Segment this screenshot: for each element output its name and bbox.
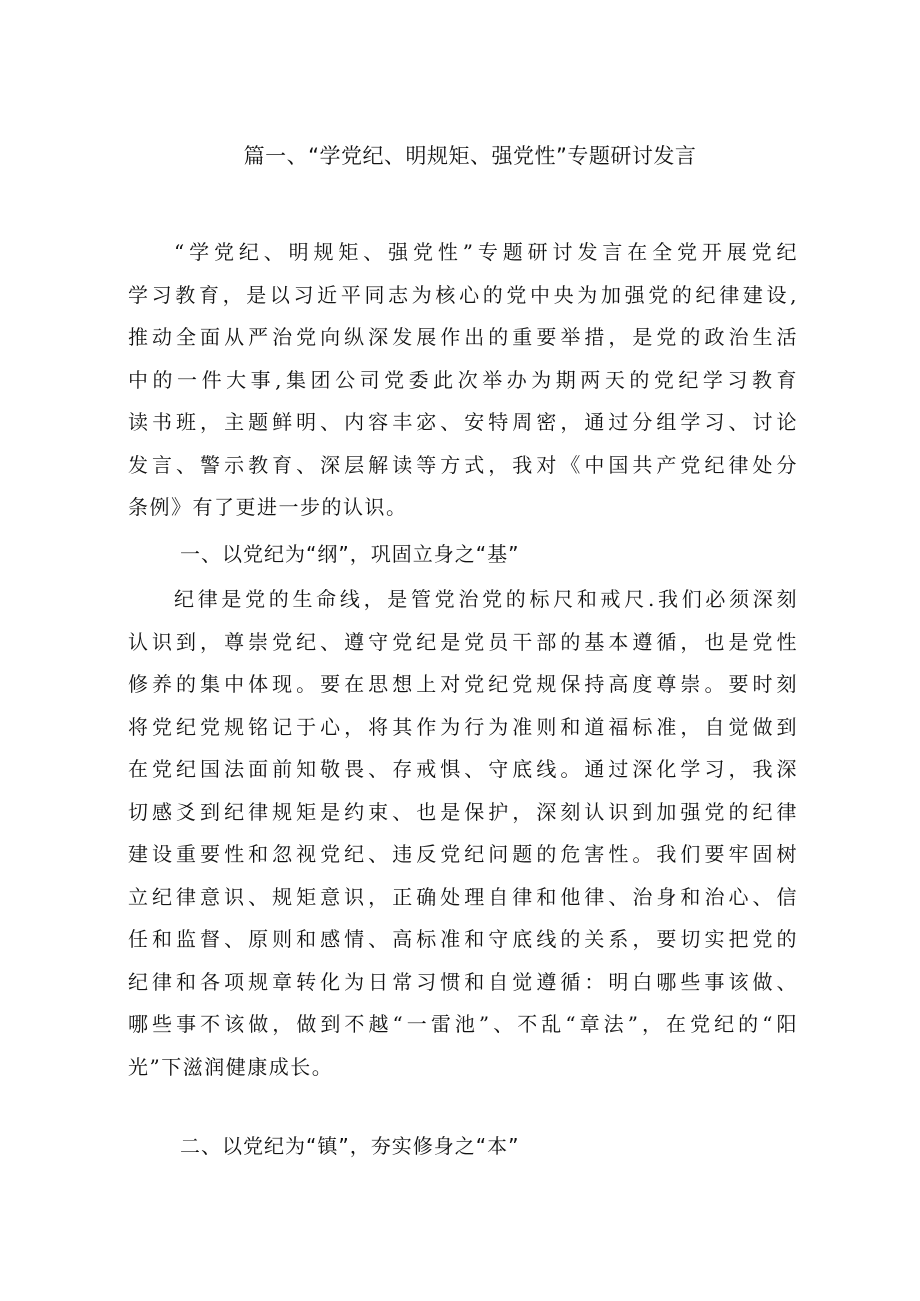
paragraph-line: 在党纪国法面前知敬畏、存戒惧、守底线。通过深化学习，我深 xyxy=(128,757,798,781)
paragraph-line: 将党纪党规铭记于心，将其作为行为准则和道福标准，自觉做到 xyxy=(128,714,798,739)
paragraph-line: 光”下滋润健康成长。 xyxy=(128,1054,334,1079)
paragraph-line: 切感爻到纪律规矩是约束、也是保护，深刻认识到加强党的纪律 xyxy=(128,799,798,824)
document-title: 篇一、“学党纪、明规矩、强党性”专题研讨发言 xyxy=(243,144,697,168)
paragraph-line: 立纪律意识、规矩意识，正确处理自律和他律、治身和治心、信 xyxy=(128,884,798,909)
paragraph-intro xyxy=(128,231,798,529)
paragraph-line: 哪些事不该做，做到不越“一雷池”、不乱“章法”，在党纪的“阳 xyxy=(128,1012,798,1036)
paragraph-line: “学党纪、明规矩、强党性”专题研讨发言在全党开展党纪 xyxy=(174,240,798,264)
paragraph-line: 中的一件大事,集团公司党委此次举办为期两天的党纪学习教育 xyxy=(128,367,798,392)
paragraph-line: 学习教育，是以习近平同志为核心的党中央为加强党的纪律建设, xyxy=(128,282,798,307)
section-heading-1: 一、以党纪为“纲”，巩固立身之“基” xyxy=(180,542,520,566)
paragraph-line: 纪律是党的生命线，是管党治党的标尺和戒尺.我们必须深刻 xyxy=(174,587,798,611)
paragraph-line: 条例》有了更进一步的认识。 xyxy=(128,495,408,519)
paragraph-line: 建设重要性和忽视党纪、违反党纪问题的危害性。我们要牢固树 xyxy=(128,842,798,866)
paragraph-line: 纪律和各项规章转化为日常习惯和自觉遵循：明白哪些事该做、 xyxy=(128,969,798,994)
paragraph-line: 推动全面从严治党向纵深发展作出的重要举措，是党的政治生活 xyxy=(128,325,798,349)
paragraph-line: 发言、警示教育、深层解读等方式，我对《中国共产党纪律处分 xyxy=(128,452,798,477)
paragraph-section-1 xyxy=(128,578,798,1088)
paragraph-line: 认识到，尊崇党纪、遵守党纪是党员干部的基本遵循，也是党性 xyxy=(128,629,798,654)
section-heading-2: 二、以党纪为“镇”，夯实修身之“本” xyxy=(180,1134,520,1158)
paragraph-line: 任和监督、原则和感情、高标准和守底线的关系，要切实把党的 xyxy=(128,927,798,951)
paragraph-line: 修养的集中体现。要在思想上对党纪党规保持高度尊崇。要时刻 xyxy=(128,672,798,696)
paragraph-line: 读书班，主题鲜明、内容丰宓、安特周密，通过分组学习、讨论 xyxy=(128,410,798,434)
